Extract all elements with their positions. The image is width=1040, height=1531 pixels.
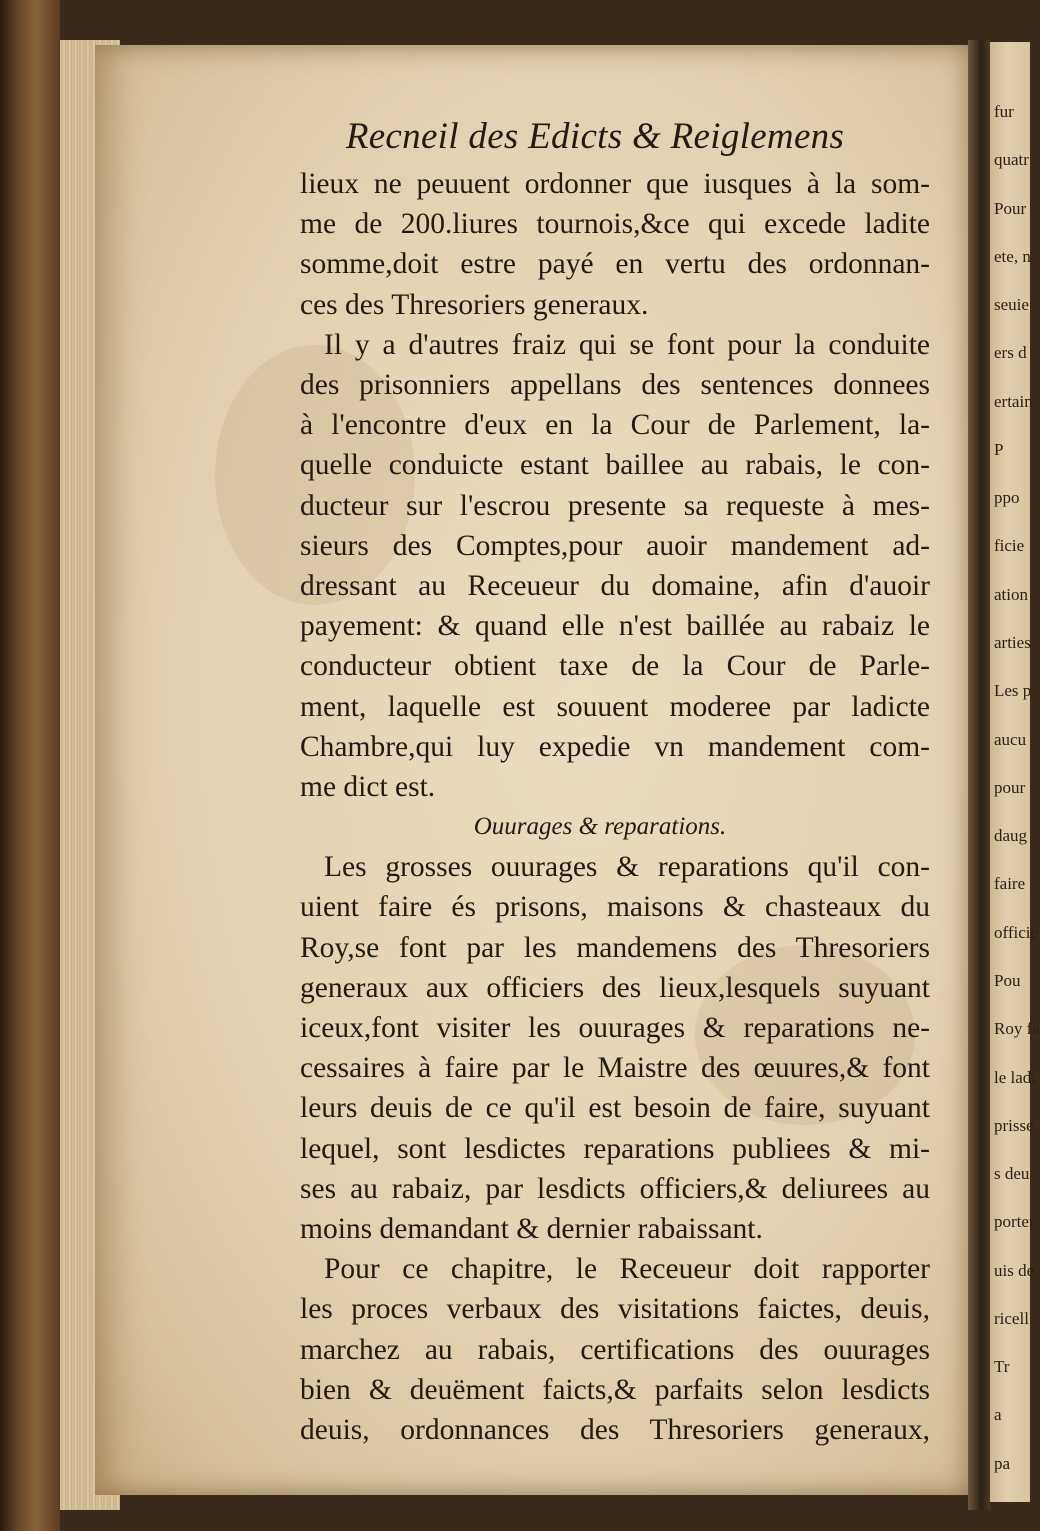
- text-line: generaux aux officiers des lieux,lesquels suyuant: [300, 971, 930, 1004]
- book-spine: [0, 0, 60, 1531]
- text-line: payement: & quand elle n'est baillée au rabaiz le: [300, 610, 930, 643]
- text-line: ment, laquelle est souuent moderee par ladicte: [300, 690, 930, 723]
- facing-page-fragment: officie: [994, 922, 1039, 942]
- text-line: sieurs des Comptes,pour auoir mandement ad-: [300, 529, 930, 562]
- facing-page-fragment: ation: [994, 584, 1028, 604]
- text-line: ses au rabaiz, par lesdicts officiers,& deliurees au: [300, 1172, 930, 1205]
- facing-page-fragment: porter: [994, 1212, 1035, 1232]
- facing-page-fragment: ers d: [994, 343, 1027, 363]
- text-line: lequel, sont lesdictes reparations publiees & mi-: [300, 1132, 930, 1165]
- text-line: Les grosses ouurages & reparations qu'il con-: [324, 851, 930, 884]
- running-head: Recneil des Edicts & Reiglemens: [345, 116, 845, 157]
- text-line: iceux,font visiter les ouurages & reparations ne-: [300, 1012, 930, 1045]
- facing-page-fragment: Roy fa: [994, 1019, 1040, 1039]
- facing-page-fragment: le ladi: [994, 1067, 1037, 1087]
- facing-page-fragment: ficie: [994, 536, 1025, 556]
- text-line: bien & deuëment faicts,& parfaits selon lesdicts: [300, 1373, 930, 1406]
- facing-page-fragment: pa: [994, 1453, 1011, 1473]
- text-line: Roy,se font par les mandemens des Thresoriers: [300, 931, 930, 964]
- text-line: dressant au Receueur du domaine, afin d'auoir: [300, 570, 930, 603]
- facing-page-fragment: s deu: [994, 1164, 1030, 1184]
- facing-page-fragment: Pour: [994, 198, 1027, 218]
- facing-page-fragment: seuie: [994, 295, 1029, 315]
- paragraph-4: [300, 1249, 930, 1450]
- facing-page-fragment: daug: [994, 826, 1028, 846]
- paragraph-3: [300, 847, 930, 1249]
- facing-page-fragment: Tr: [994, 1357, 1010, 1377]
- facing-page-fragment: faire: [994, 874, 1026, 894]
- text-line: leurs deuis de ce qu'il est besoin de faire, suyuant: [300, 1092, 930, 1125]
- paragraph-2: [300, 325, 930, 807]
- facing-page-fragment: fur: [994, 102, 1014, 121]
- text-line: Pour ce chapitre, le Receueur doit rapporter: [324, 1253, 930, 1286]
- facing-page-fragment: aucu: [994, 729, 1027, 749]
- text-line: quelle conduicte estant baillee au rabais, le con-: [300, 449, 930, 482]
- text-line: à l'encontre d'eux en la Cour de Parlement, la-: [300, 409, 930, 442]
- facing-page-fragment: Pou: [994, 970, 1021, 990]
- text-line: uient faire és prisons, maisons & chasteaux du: [300, 891, 930, 924]
- text-line: ducteur sur l'escrou presente sa requeste à mes-: [300, 489, 930, 522]
- text-line: me dict est.: [300, 771, 436, 804]
- facing-page-fragment: ertain: [994, 391, 1033, 411]
- facing-page-edge: [990, 42, 1040, 1502]
- text-line: cessaires à faire par le Maistre des œuures,& font: [300, 1052, 930, 1085]
- text-line: lieux ne peuuent ordonner que iusques à la som-: [300, 168, 930, 200]
- text-line: somme,doit estre payé en vertu des ordonnan-: [300, 248, 930, 281]
- text-line: deuis, ordonnances des Thresoriers generaux,: [300, 1414, 930, 1447]
- facing-page-fragment: ete, n: [994, 246, 1031, 266]
- facing-page-fragment: a: [994, 1405, 1002, 1425]
- text-line: les proces verbaux des visitations faictes, deuis,: [300, 1293, 930, 1326]
- facing-page-fragment: prisse: [994, 1115, 1034, 1135]
- text-line: des prisonniers appellans des sentences donnees: [300, 369, 930, 402]
- text-line: conducteur obtient taxe de la Cour de Parle-: [300, 650, 930, 683]
- facing-page-fragment: ricell: [994, 1308, 1029, 1328]
- facing-page-fragment: P: [994, 439, 1004, 459]
- text-line: ces des Thresoriers generaux.: [300, 288, 649, 321]
- section-title: Ouurages & reparations.: [473, 813, 727, 841]
- text-line: marchez au rabais, certifications des ouurages: [300, 1333, 930, 1366]
- text-line: me de 200.liures tournois,&ce qui excede ladite: [300, 208, 930, 241]
- book-gutter: [968, 40, 990, 1510]
- paragraph-1: [300, 164, 930, 325]
- facing-page-fragment: pour: [994, 777, 1026, 797]
- facing-page-fragment: ppo: [994, 488, 1020, 508]
- facing-page-fragment: uis de: [994, 1260, 1035, 1280]
- text-line: Il y a d'autres fraiz qui se font pour la conduite: [324, 328, 930, 361]
- facing-page-fragment: Les p: [994, 681, 1032, 701]
- facing-page-fragment: arties: [994, 633, 1031, 653]
- text-line: moins demandant & dernier rabaissant.: [300, 1213, 763, 1246]
- page-text: [300, 112, 930, 1450]
- facing-page-fragment: quatr: [994, 150, 1029, 170]
- text-line: Chambre,qui luy expedie vn mandement com-: [300, 730, 930, 763]
